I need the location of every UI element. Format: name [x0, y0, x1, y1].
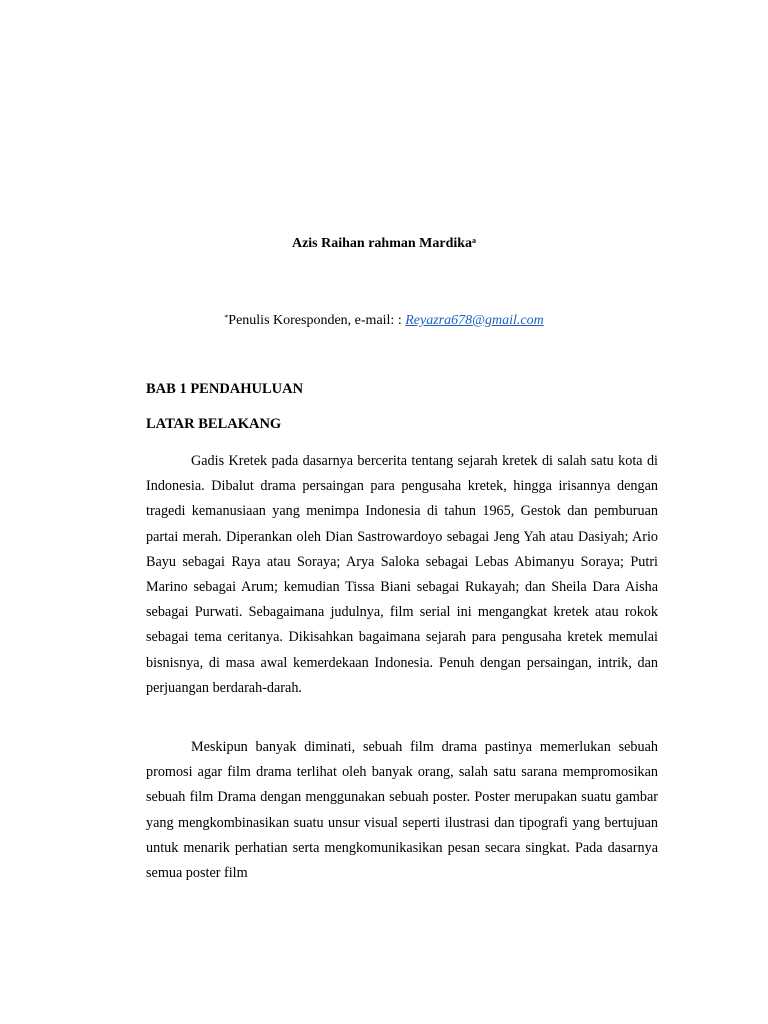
- body-paragraph: Gadis Kretek pada dasarnya bercerita tentang sejarah kretek di salah satu kota di Indonesia. Dibalut drama persaingan para pengusaha kretek, hingga irisannya dengan tragedi kemanusiaan yang menimpa Indonesia di tahun 1965, Gestok dan pemburuan partai merah. Diperankan oleh Dian Sastrowardoyo sebagai Jeng Yah atau Dasiyah; Ario Bayu sebagai Raya atau Soraya; Arya Saloka sebagai Lebas Abimanyu Soraya; Putri Marino sebagai Arum; kemudian Tissa Biani sebagai Rukayah; dan Sheila Dara Aisha sebagai Purwati. Sebagaimana judulnya, film serial ini mengangkat kretek atau rokok sebagai tema ceritanya. Dikisahkan bagaimana sejarah para pengusaha kretek memulai bisnisnya, di masa awal kemerdekaan Indonesia. Penuh dengan persaingan, intrik, dan perjuangan berdarah-darah.: [146, 453, 658, 696]
- paragraph-2-container: [146, 735, 658, 886]
- author-name: Azis Raihan rahman Mardika: [291, 236, 473, 251]
- correspondence-label: Penulis Koresponden, e-mail: :: [228, 313, 406, 328]
- author-marker: a: [472, 236, 477, 245]
- email-link[interactable]: Reyazra678@gmail.com: [405, 313, 544, 328]
- section-heading: LATAR BELAKANG: [146, 416, 282, 432]
- paragraph-1-container: [146, 449, 658, 701]
- body-paragraph: Meskipun banyak diminati, sebuah film drama pastinya memerlukan sebuah promosi agar film drama terlihat oleh banyak orang, salah satu sarana mempromosikan sebuah film Drama dengan menggunakan sebuah poster. Poster merupakan suatu gambar yang mengkombinasikan suatu unsur visual seperti ilustrasi dan tipografi yang bertujuan untuk menarik perhatian serta mengkomunikasikan pesan secara singkat. Pada dasarnya semua poster film: [146, 739, 658, 882]
- author-line: [0, 236, 768, 252]
- correspondence-marker: *: [224, 313, 229, 322]
- correspondence-line: [0, 313, 768, 329]
- chapter-heading: BAB 1 PENDAHULUAN: [146, 381, 304, 397]
